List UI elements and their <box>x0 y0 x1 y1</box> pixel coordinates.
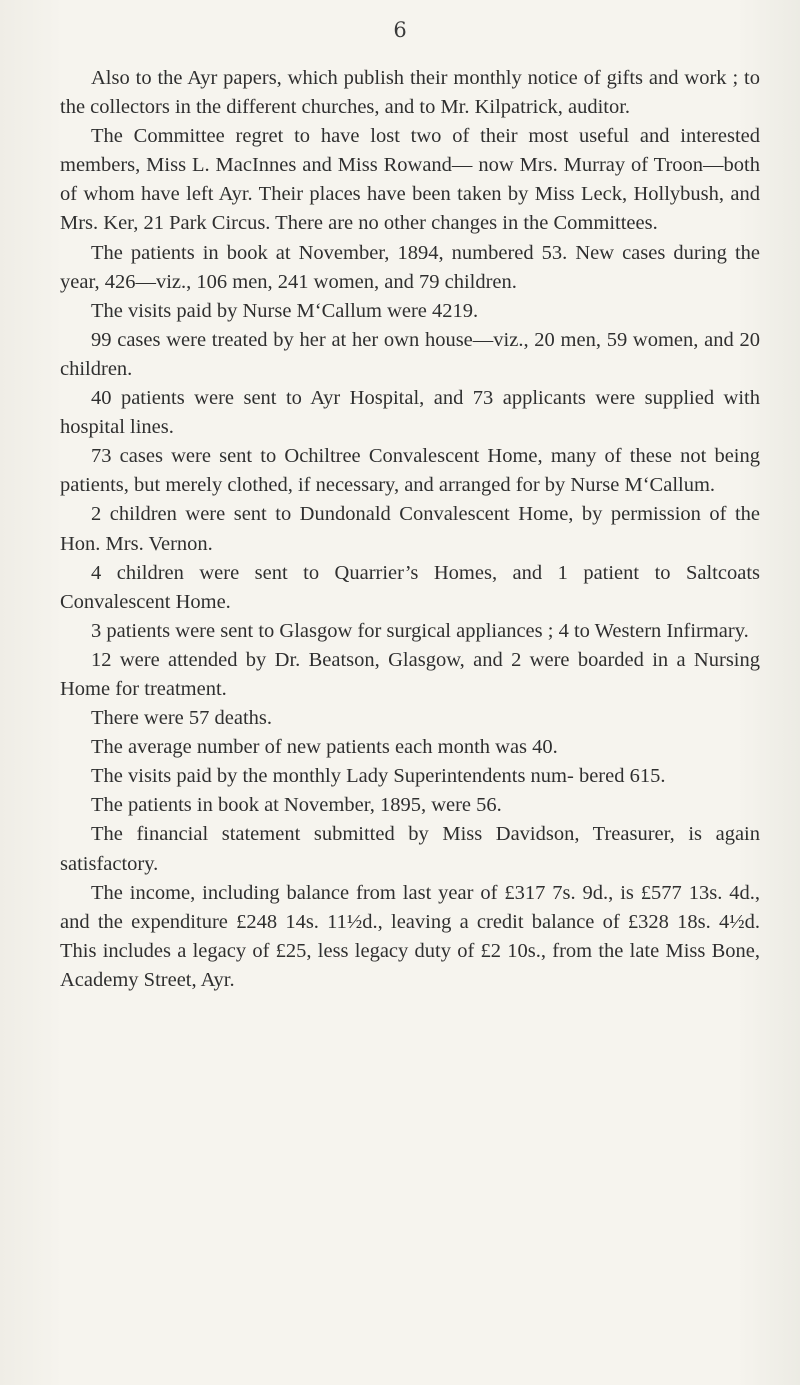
paragraph-acknowledgements: Also to the Ayr papers, which publish their monthly notice of gifts and work ; to the collectors in the different churches, and to Mr. Kilpatrick, auditor. <box>60 67 760 119</box>
paragraph-beatson: 12 were attended by Dr. Beatson, Glasgow, and 2 were boarded in a Nursing Home for treatment. <box>60 648 760 700</box>
paragraph-financial-statement: The financial statement submitted by Miss Davidson, Treasurer, is again satisfactory. <box>60 823 760 875</box>
paragraph-patients-1894: The patients in book at November, 1894, numbered 53. New cases during the year, 426—viz., 106 men, 241 women, and 79 children. <box>60 241 760 293</box>
paragraph-income: The income, including balance from last year of £317 7s. 9d., is £577 13s. 4d., and the expenditure £248 14s. 11½d., leaving a credit balance of £328 18s. 4½d. This includes a legacy of £25, less legacy duty of £2 10s., from the late Miss Bone, Academy Street, Ayr. <box>60 881 760 991</box>
paragraph-ochiltree: 73 cases were sent to Ochiltree Convalescent Home, many of these not being patients, but merely clothed, if necessary, and arranged for by Nurse M‘Callum. <box>60 445 760 497</box>
paragraph-quarriers: 4 children were sent to Quarrier’s Homes, and 1 patient to Saltcoats Convalescent Home. <box>60 561 760 613</box>
report-body <box>60 64 760 995</box>
paragraph-ayr-hospital: 40 patients were sent to Ayr Hospital, and 73 applicants were supplied with hospital lines. <box>60 387 760 439</box>
paragraph-glasgow: 3 patients were sent to Glasgow for surgical appliances ; 4 to Western Infirmary. <box>91 619 749 642</box>
paragraph-deaths: There were 57 deaths. <box>91 707 272 730</box>
page-number: 6 <box>393 18 407 42</box>
paragraph-lady-superintendents: The visits paid by the monthly Lady Superintendents num- bered 615. <box>91 765 666 788</box>
paragraph-dundonald: 2 children were sent to Dundonald Convalescent Home, by permission of the Hon. Mrs. Vernon. <box>60 503 760 555</box>
paragraph-committee-changes: The Committee regret to have lost two of their most useful and interested members, Miss L. MacInnes and Miss Rowand— now Mrs. Murray of Troon—both of whom have left Ayr. Their places have been taken by Miss Leck, Hollybush, and Mrs. Ker, 21 Park Circus. There are no other changes in the Committees. <box>60 125 760 235</box>
paragraph-nurse-visits: The visits paid by Nurse M‘Callum were 4219. <box>91 299 479 322</box>
paragraph-patients-1895: The patients in book at November, 1895, were 56. <box>91 794 502 817</box>
paragraph-average: The average number of new patients each month was 40. <box>91 736 558 759</box>
paragraph-home-treatment: 99 cases were treated by her at her own house—viz., 20 men, 59 women, and 20 children. <box>60 328 760 380</box>
